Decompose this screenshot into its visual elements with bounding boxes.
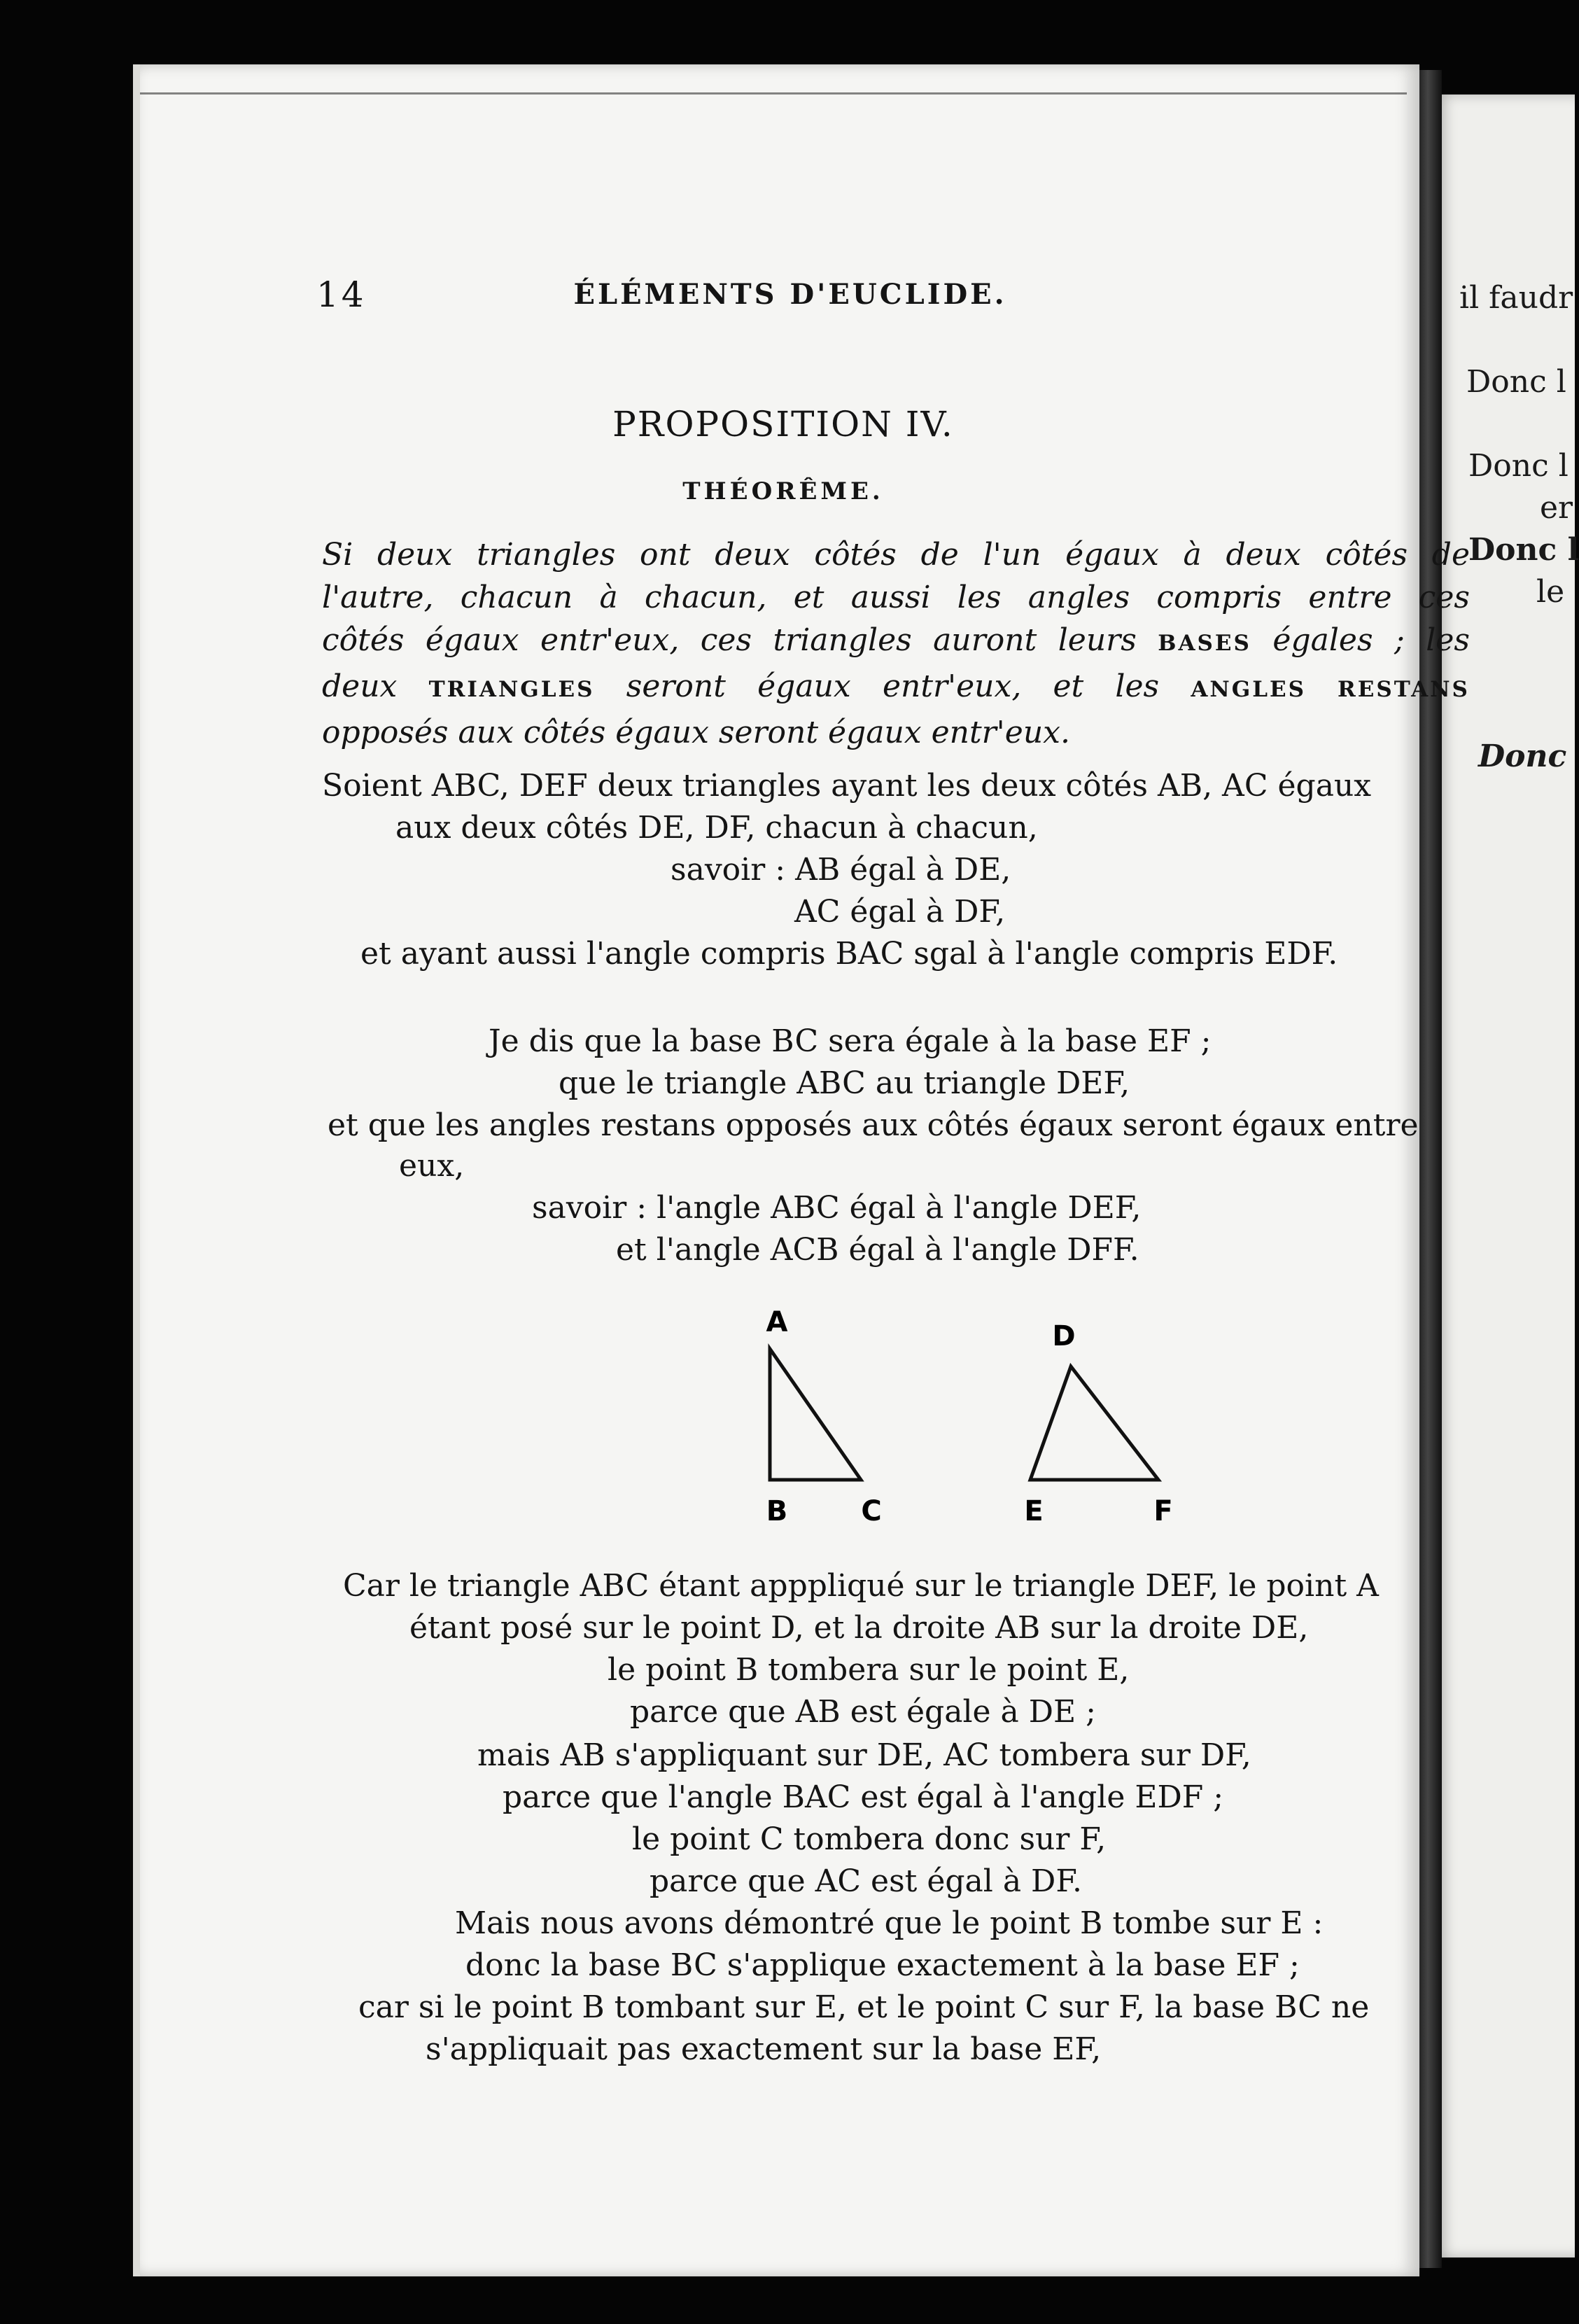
facing-line: le [1536, 574, 1565, 610]
facing-line: Donc l [1468, 532, 1579, 568]
statement-line: côtés égaux entr'eux, ces triangles auront leurs BASES égales ; les [322, 622, 1470, 658]
proof-line: étant posé sur le point D, et la droite AB sur la droite DE, [409, 1610, 1309, 1646]
theorem-statement [322, 533, 1470, 754]
proposition-title: PROPOSITION IV. [612, 404, 954, 444]
facing-line: er [1540, 490, 1573, 526]
claim-line: Je dis que la base BC sera égale à la base EF ; [489, 1023, 1212, 1059]
proof-line: donc la base BC s'applique exactement à la base EF ; [465, 1947, 1300, 1983]
proof-line: le point C tombera donc sur F, [632, 1821, 1107, 1857]
proof-line: parce que AB est égale à DE ; [630, 1694, 1096, 1730]
vertex-label-f: F [1153, 1495, 1173, 1527]
vertex-label-d: D [1052, 1320, 1076, 1352]
page-number: 14 [316, 274, 367, 315]
statement-line: deux TRIANGLES seront égaux entr'eux, et les ANGLES RESTANS [322, 668, 1470, 704]
claim-line: que le triangle ABC au triangle DEF, [559, 1065, 1130, 1101]
vertex-label-c: C [861, 1495, 882, 1527]
facing-line: Donc l [1468, 448, 1569, 484]
proof-line: le point B tombera sur le point E, [608, 1652, 1130, 1688]
page-edge [133, 64, 140, 2276]
statement-line: Si deux triangles ont deux côtés de l'un égaux à deux côtés de [322, 537, 1470, 573]
proof-line: parce que l'angle BAC est égal à l'angle EDF ; [503, 1779, 1224, 1815]
vertex-label-a: A [766, 1306, 788, 1338]
facing-line: Donc l [1466, 364, 1566, 400]
statement-line: l'autre, chacun à chacun, et aussi les angles compris entre ces [322, 580, 1470, 615]
facing-line: il faudr [1459, 280, 1573, 316]
hypothesis-line: Soient ABC, DEF deux triangles ayant les deux côtés AB, AC égaux [322, 768, 1372, 804]
proof-line: Car le triangle ABC étant apppliqué sur le triangle DEF, le point A [343, 1568, 1379, 1604]
small-caps-term: TRIANGLES [428, 677, 595, 702]
proof-line: car si le point B tombant sur E, et le point C sur F, la base BC ne [358, 1989, 1370, 2025]
vertex-label-e: E [1024, 1495, 1044, 1527]
book-page [133, 64, 1470, 2276]
hypothesis-line: et ayant aussi l'angle compris BAC sgal à l'angle compris EDF. [360, 936, 1338, 972]
triangle-def [1030, 1366, 1158, 1480]
claim-line: eux, [399, 1148, 465, 1184]
vertex-label-b: B [766, 1495, 788, 1527]
proof-line: s'appliquait pas exactement sur la base EF, [426, 2031, 1102, 2067]
theorem-label: THÉORÊME. [682, 477, 884, 505]
page-top-rule [140, 92, 1407, 94]
proof-line: mais AB s'appliquant sur DE, AC tombera sur DF, [477, 1737, 1251, 1773]
facing-line: Donc [1478, 738, 1567, 774]
claim-line: et l'angle ACB égal à l'angle DFF. [616, 1232, 1139, 1268]
small-caps-term: ANGLES RESTANS [1191, 677, 1470, 702]
triangle-abc [770, 1349, 861, 1480]
hypothesis-line: AC égal à DF, [794, 894, 1006, 930]
proof-line: parce que AC est égal à DF. [650, 1863, 1082, 1899]
hypothesis-line: savoir : AB égal à DE, [671, 852, 1011, 888]
facing-page-fragment [1435, 94, 1579, 2258]
claim-line: et que les angles restans opposés aux côtés égaux seront égaux entre [328, 1107, 1419, 1143]
triangles-figure [749, 1306, 1267, 1534]
running-head: ÉLÉMENTS D'EUCLIDE. [573, 278, 1007, 311]
hypothesis-line: aux deux côtés DE, DF, chacun à chacun, [395, 810, 1038, 846]
proof-line: Mais nous avons démontré que le point B tombe sur E : [455, 1905, 1324, 1941]
claim-line: savoir : l'angle ABC égal à l'angle DEF, [532, 1190, 1142, 1226]
statement-line: opposés aux côtés égaux seront égaux entr'eux. [322, 715, 1070, 750]
small-caps-term: BASES [1158, 631, 1251, 656]
